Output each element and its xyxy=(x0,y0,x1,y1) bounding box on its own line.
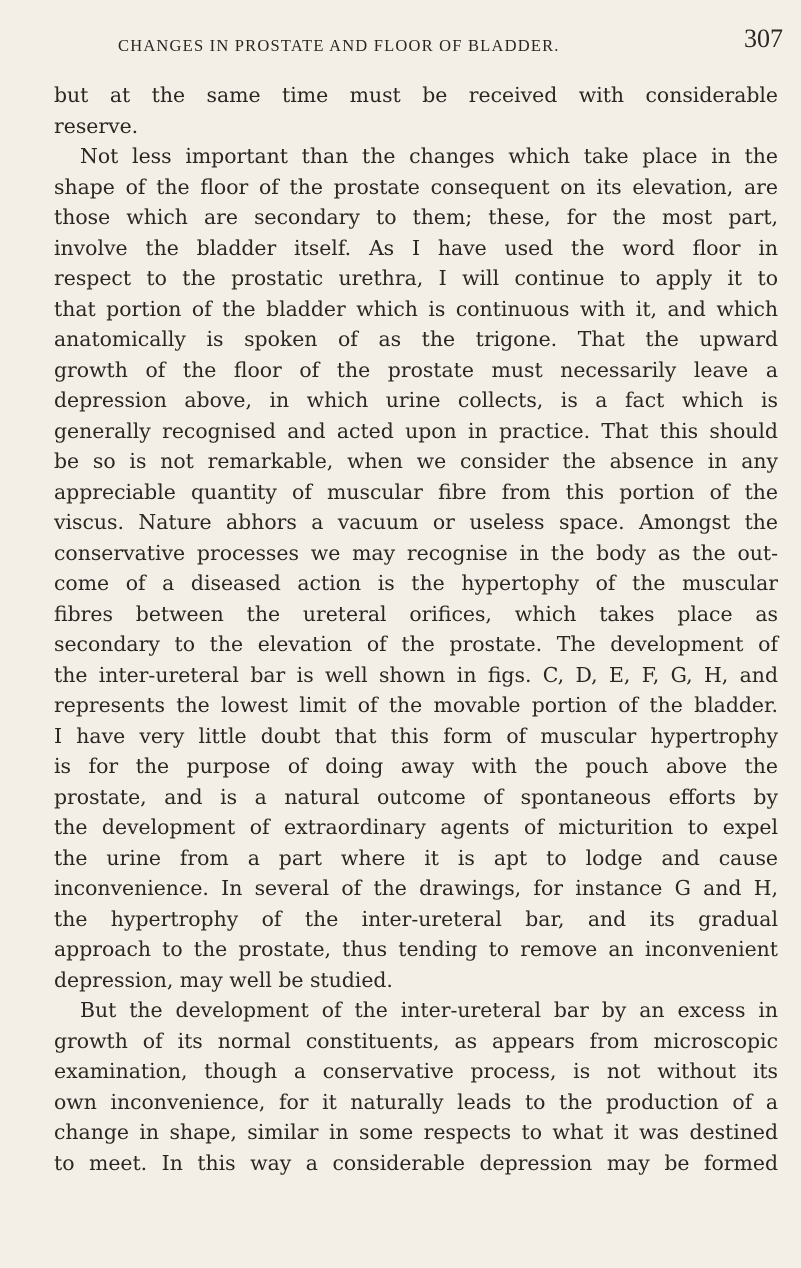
text-line: growth of the floor of the prostate must necessarily leave a xyxy=(54,357,778,382)
text-line: viscus. Nature abhors a vacuum or useless space. Amongst the xyxy=(54,510,778,534)
text-line: depression, may well be studied. xyxy=(54,967,393,992)
text-line: examination, though a conservative process, is not without its xyxy=(54,1059,778,1083)
text-line: anatomically is spoken of as the trigone. That the upward xyxy=(54,327,778,351)
text-line: the development of extraordinary agents of micturition to expel xyxy=(54,815,778,839)
text-line: I have very little doubt that this form of muscular hypertrophy xyxy=(54,723,778,748)
body-text xyxy=(54,80,778,1178)
text-line: be so is not remarkable, when we consider the absence in any xyxy=(54,449,778,473)
text-line: but at the same time must be received with considerable xyxy=(54,83,778,107)
text-line: represents the lowest limit of the movable portion of the bladder. xyxy=(54,693,778,717)
text-line: the urine from a part where it is apt to lodge and cause xyxy=(54,845,778,870)
text-line: prostate, and is a natural outcome of spontaneous efforts by xyxy=(54,784,778,809)
text-line: that portion of the bladder which is continuous with it, and which xyxy=(54,296,778,321)
text-line: secondary to the elevation of the prostate. The development of xyxy=(54,632,778,656)
running-title: CHANGES IN PROSTATE AND FLOOR OF BLADDER. xyxy=(118,36,560,55)
text-line: shape of the floor of the prostate consequent on its elevation, are xyxy=(54,174,778,199)
text-line: is for the purpose of doing away with the pouch above the xyxy=(54,754,778,778)
text-line: conservative processes we may recognise in the body as the out- xyxy=(54,540,778,565)
text-line: the inter-ureteral bar is well shown in figs. C, D, E, F, G, H, and xyxy=(54,662,778,687)
text-line: change in shape, similar in some respects to what it was destined xyxy=(54,1120,778,1144)
text-line: growth of its normal constituents, as appears from microscopic xyxy=(54,1028,778,1053)
text-line: approach to the prostate, thus tending to remove an inconvenient xyxy=(54,937,778,961)
text-line: involve the bladder itself. As I have used the word floor in xyxy=(54,235,778,260)
paragraph-start-line: Not less important than the changes which take place in the xyxy=(80,144,778,168)
page-number: 307 xyxy=(744,24,783,53)
text-line: reserve. xyxy=(54,113,139,138)
text-line: inconvenience. In several of the drawings, for instance G and H, xyxy=(54,876,778,900)
text-line: own inconvenience, for it naturally leads to the production of a xyxy=(54,1089,778,1114)
text-line: respect to the prostatic urethra, I will continue to apply it to xyxy=(54,266,778,290)
text-line: fibres between the ureteral orifices, which takes place as xyxy=(54,601,778,626)
text-line: appreciable quantity of muscular fibre from this portion of the xyxy=(54,479,778,504)
paragraph-start-line: But the development of the inter-ureteral bar by an excess in xyxy=(80,998,778,1022)
text-line: generally recognised and acted upon in practice. That this should xyxy=(54,418,778,443)
running-head xyxy=(90,24,783,68)
text-line: depression above, in which urine collects, is a fact which is xyxy=(54,388,778,412)
text-line: come of a diseased action is the hypertophy of the muscular xyxy=(54,571,778,595)
text-line: those which are secondary to them; these, for the most part, xyxy=(54,205,778,229)
text-line: to meet. In this way a considerable depression may be formed xyxy=(54,1150,778,1175)
text-line: the hypertrophy of the inter-ureteral bar, and its gradual xyxy=(54,906,778,931)
